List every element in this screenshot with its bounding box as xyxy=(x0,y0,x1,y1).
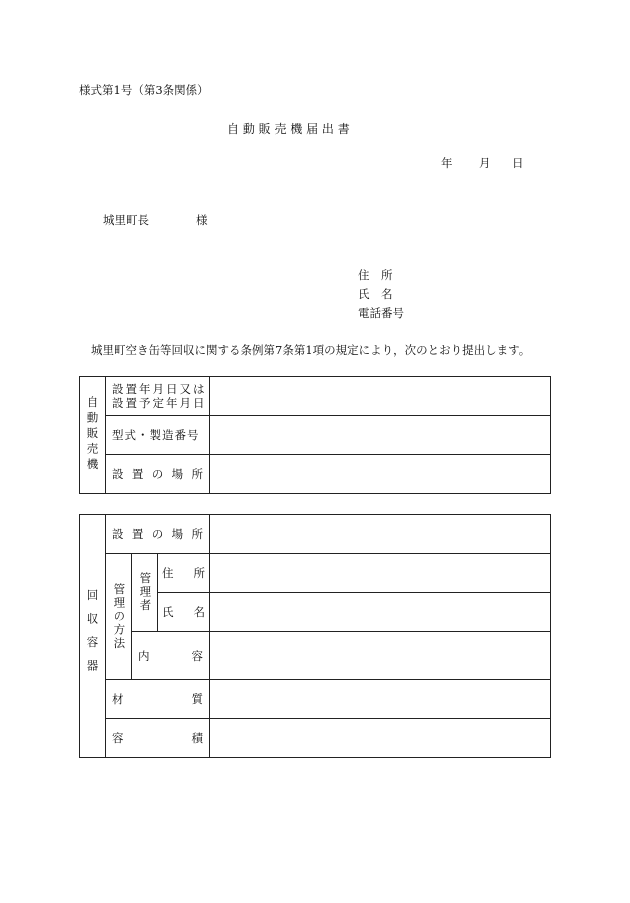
content-field[interactable] xyxy=(210,632,551,680)
applicant-phone-label: 電話番号 xyxy=(358,306,404,320)
date-year: 年 xyxy=(441,156,453,170)
container-location-label: 設 置 の 場 所 xyxy=(106,515,210,554)
date-month: 月 xyxy=(479,156,491,170)
applicant-name-label: 氏 名 xyxy=(358,287,393,301)
form-number: 様式第1号（第3条関係） xyxy=(79,83,209,97)
model-serial-label: 型式・製造番号 xyxy=(106,416,210,455)
material-label: 材 質 xyxy=(106,680,210,719)
container-location-field[interactable] xyxy=(210,515,551,554)
document-title: 自 動 販 売 機 届 出 書 xyxy=(227,122,350,136)
machine-location-label: 設 置 の 場 所 xyxy=(106,455,210,494)
collection-container-table xyxy=(79,514,551,758)
submission-statement: 城里町空き缶等回収に関する条例第7条第1項の規定により，次のとおり提出します。 xyxy=(91,343,531,357)
material-field[interactable] xyxy=(210,680,551,719)
collection-container-section-label: 回収容器 xyxy=(80,515,106,758)
installation-date-field[interactable] xyxy=(210,377,551,416)
manager-name-label: 氏 名 xyxy=(158,593,210,632)
manager-address-field[interactable] xyxy=(210,554,551,593)
vending-machine-table xyxy=(79,376,551,494)
volume-label: 容 積 xyxy=(106,719,210,758)
vending-machine-section-label: 自動販売機 xyxy=(80,377,106,494)
addressee-name: 城里町長 xyxy=(103,213,149,227)
model-serial-field[interactable] xyxy=(210,416,551,455)
applicant-address-label: 住 所 xyxy=(358,268,393,282)
addressee-honorific: 様 xyxy=(196,213,208,227)
date-day: 日 xyxy=(512,156,524,170)
machine-location-field[interactable] xyxy=(210,455,551,494)
installation-date-label: 設置年月日又は 設置予定年月日 xyxy=(106,377,210,416)
management-method-label: 管理の方法 xyxy=(106,554,132,680)
content-label: 内 容 xyxy=(132,632,210,680)
manager-label: 管理者 xyxy=(132,554,158,632)
manager-name-field[interactable] xyxy=(210,593,551,632)
volume-field[interactable] xyxy=(210,719,551,758)
manager-address-label: 住 所 xyxy=(158,554,210,593)
